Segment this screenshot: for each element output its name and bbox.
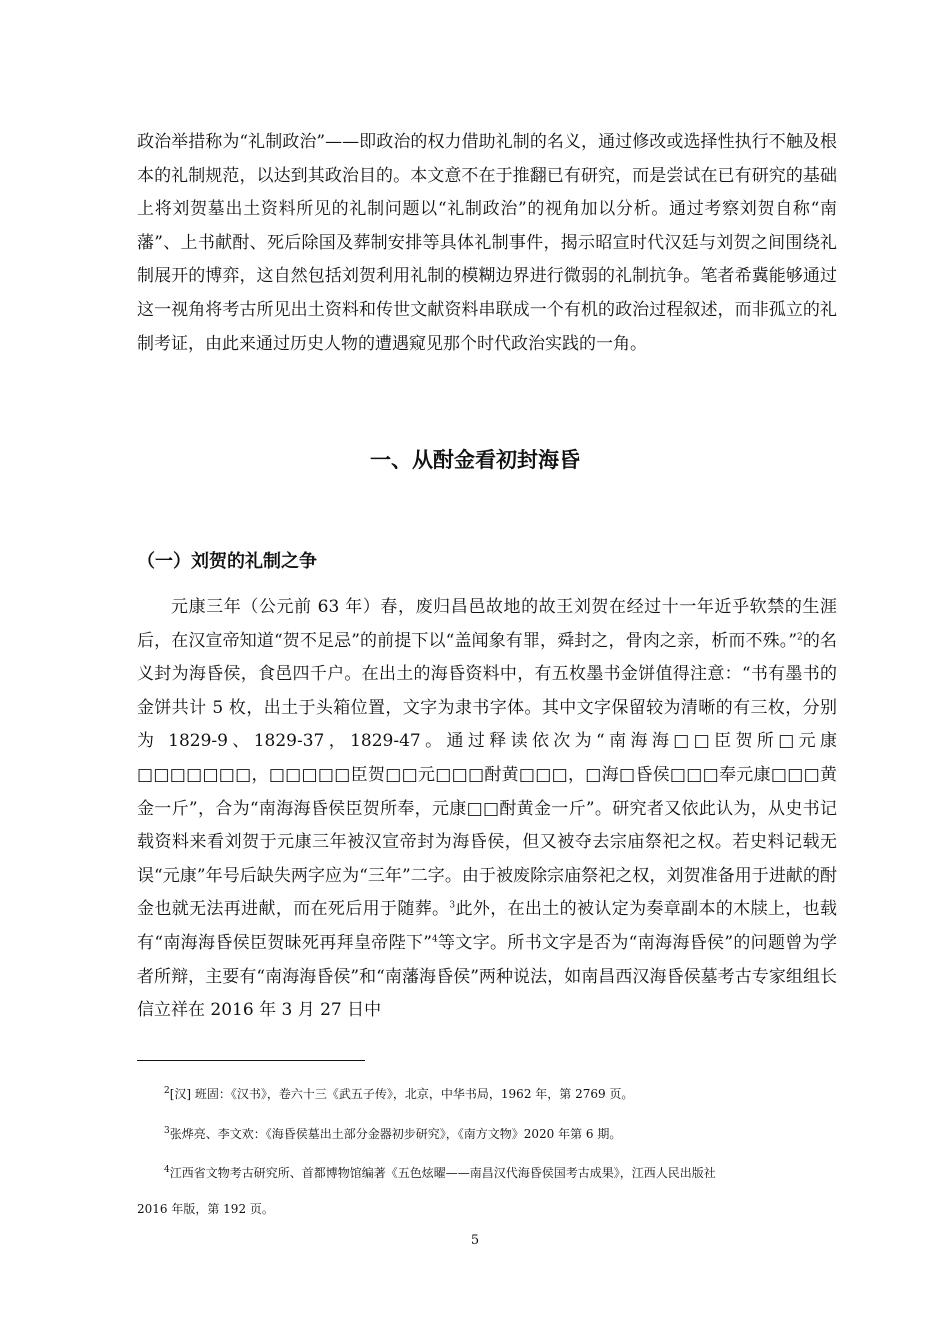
paragraph-2-text-a: 元康三年（公元前 63 年）春，废归昌邑故地的故王刘贺在经过十一年近乎软禁的生涯后，在汉宣帝知道“贺不足忌”的前提下以“盖闻象有罪，舜封之，骨肉之亲，析而不殊。” [137,597,837,651]
footnote-ref-4[interactable]: 4 [431,934,438,945]
footnote-text: 江西省文物考古研究所、首都博物馆编著《五色炫曜——南昌汉代海昏侯国考古成果》，江西人民出版社 [169,1166,716,1180]
footnote-mark: 4 [164,1165,170,1175]
page-number: 5 [470,1233,480,1248]
footnote-3 [164,1124,864,1144]
footnote-2 [164,1084,864,1104]
body-paragraph-1: 政治举措称为“礼制政治”——即政治的权力借助礼制的名义，通过修改或选择性执行不触及根本的礼制规范，以达到其政治目的。本文意不在于推翻已有研究，而是尝试在已有研究的基础上将刘贺墓出土资料所见的礼制问题以“礼制政治”的视角加以分析。通过考察刘贺自称“南藩”、上书献酎、死后除国及葬制安排等具体礼制事件，揭示昭宣时代汉廷与刘贺之间围绕礼制展开的博弈，这自然包括刘贺利用礼制的模糊边界进行微弱的礼制抗争。笔者希冀能够通过这一视角将考古所见出土资料和传世文献资料串联成一个有机的政治过程叙述，而非孤立的礼制考证，由此来通过历史人物的遭遇窥见那个时代政治实践的一角。 [137,132,837,354]
footnote-text: [汉] 班固：《汉书》，卷六十三《武五子传》，北京，中华书局，1962 年，第 2769 页。 [169,1087,634,1101]
footnote-ref-3[interactable]: 3 [449,900,456,911]
footnote-mark: 3 [164,1126,170,1136]
paragraph-2-text-c: 此外，在出土的被认定为奏章副本的木牍上，也载有“南海海昏侯臣贺昧死再拜皇帝陛下” [137,899,838,953]
body-paragraph-2 [137,591,837,1028]
paragraph-2-text-d: 等文字。所书文字是否为“南海海昏侯”的问题曾为学者所辩，主要有“南海海昏侯”和“南藩海昏侯”两种说法，如南昌西汉海昏侯墓考古专家组组长信立祥在 2016 年 3 月 27 日中 [137,932,837,1021]
footnote-4-continuation: 2016 年版，第 192 页。 [137,1202,274,1216]
footnote-ref-2[interactable]: 2 [797,631,803,642]
footnote-mark: 2 [164,1086,170,1096]
footnote-text: 张烨亮、李文欢：《海昏侯墓出土部分金器初步研究》，《南方文物》2020 年第 6 期。 [169,1127,622,1141]
section-heading: 一、从酎金看初封海昏 [370,448,580,472]
subsection-heading: （一）刘贺的礼制之争 [137,551,317,572]
footnote-4 [164,1163,837,1183]
paragraph-2-text-b: 的名义封为海昏侯，食邑四千户。在出土的海昏资料中，有五枚墨书金饼值得注意：“书有墨书的金饼共计 5 枚，出土于头箱位置，文字为隶书字体。其中文字保留较为清晰的有三枚，分别为 1829-9、1829-37，1829-47。通过释读依次为“南海海□□臣贺所□元康□□□□□□□，□□□□□臣贺□□元□□□酎黄□□□，□海□昏侯□□□奉元康□□□黄金一斤”，合为“南海海昏侯臣贺所奉，元康□□酎黄金一斤”。研究者又依此认为，从史书记载资料来看刘贺于元康三年被汉宣帝封为海昏侯，但又被夺去宗庙祭祀之权。若史料记载无误“元康”年号后缺失两字应为“三年”二字。由于被废除宗庙祭祀之权，刘贺准备用于进献的酎金也就无法再进献，而在死后用于随葬。 [137,630,838,920]
footnote-separator [137,1060,365,1061]
